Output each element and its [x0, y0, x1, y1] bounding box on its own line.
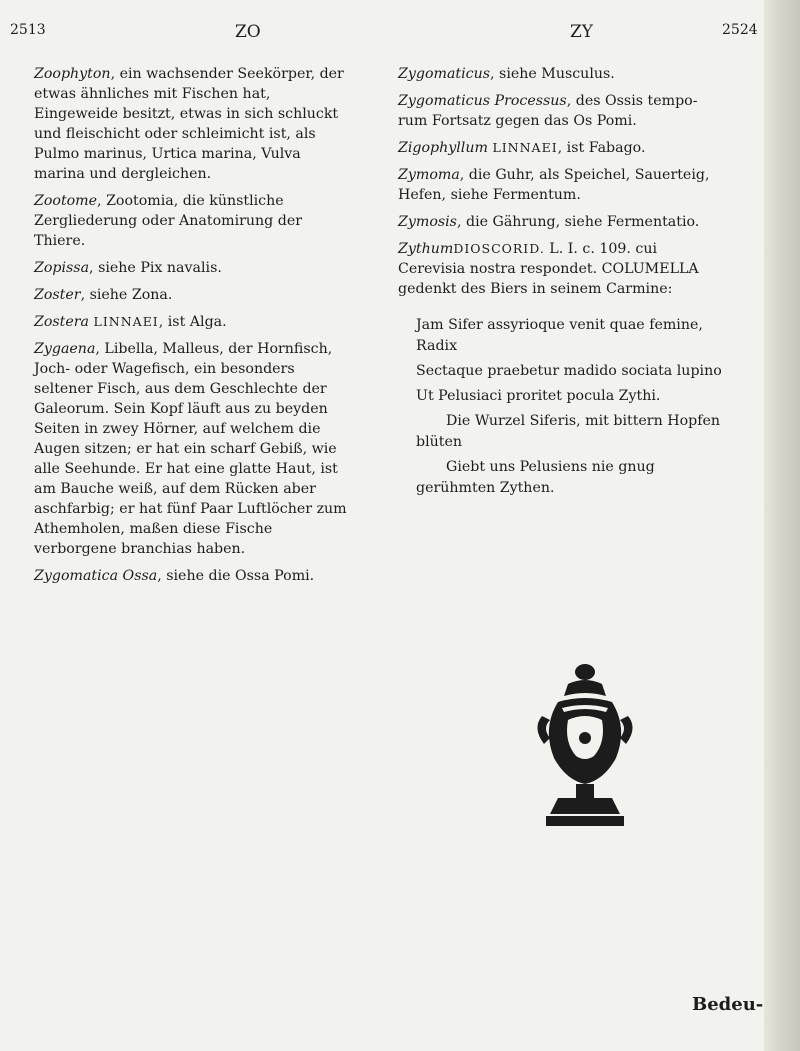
entry — [34, 566, 356, 586]
entry — [398, 212, 728, 232]
entry-text: , Zootomia, die künstliche Zergliederung oder Anatomirung der Thiere. — [34, 193, 303, 249]
entry-author: LINNAEI — [93, 314, 159, 329]
entry-term: Zygomatica Ossa — [34, 568, 158, 584]
verse-line: Jam Sifer assyrioque venit quae femine, Radix — [416, 317, 703, 354]
entry-term: Zygaena — [34, 341, 96, 357]
entry — [398, 91, 728, 131]
entry — [34, 258, 356, 278]
entry-text: , siehe Musculus. — [490, 66, 615, 82]
entry-text: L. I. c. 109. cui Cerevisia nostra respondet. COLUMELLA gedenkt des Biers in seinem Carmine: — [398, 241, 699, 297]
verse-line: Die Wurzel Siferis, mit bittern Hopfen blüten — [416, 413, 721, 450]
page-edge — [764, 0, 800, 1051]
entry-author: LINNAEI — [492, 140, 558, 155]
catchword: Bedeu- — [692, 994, 764, 1015]
entry-term: Zigophyllum — [398, 140, 488, 156]
entry — [34, 285, 356, 305]
entry-text: , die Guhr, als Speichel, Sauerteig, Hefen, siehe Fermentum. — [398, 167, 710, 203]
entry-term: Zopissa — [34, 260, 90, 276]
entry-author: DIOSCORID. — [453, 241, 545, 256]
entry-text: , ist Fabago. — [557, 140, 646, 156]
entry-term: Zythum — [398, 241, 454, 257]
entry-text: , siehe Zona. — [80, 287, 173, 303]
verse-line: Giebt uns Pelusiens nie gnug gerühmten Zythen. — [416, 459, 655, 496]
entry-text: , Libella, Malleus, der Hornfisch, Joch- oder Wagefisch, ein besonders seltener Fisch, aus dem Geschlechte der Galeorum. Sein Kopf läuft aus zu beyden Seiten in zwey Hörner, auf welchem die Augen sitzen; er hat ein scharf Gebiß, wie alle Seehunde. Er hat eine glatte Haut, ist am Bauche weiß, auf dem Rücken aber aschfarbig; er hat fünf Paar Luftlöcher zum Athemholen, maßen diese Fische verborgene branchias haben. — [34, 341, 347, 557]
entry-term: Zygomaticus Processus — [398, 93, 567, 109]
entry-text: , ein wachsender Seekörper, der etwas ähnliches mit Fischen hat, Eingeweide besitzt, etwas in sich schluckt und fleischicht oder schleimicht ist, als Pulmo marinus, Urtica marina, Vulva marina und dergleichen. — [34, 66, 344, 182]
entry — [398, 64, 728, 84]
entry — [34, 312, 356, 332]
entry — [34, 339, 356, 559]
entry — [398, 138, 728, 158]
entry-term: Zymoma — [398, 167, 460, 183]
entry-term: Zymosis — [398, 214, 457, 230]
left-column — [34, 64, 356, 593]
right-column — [398, 64, 728, 503]
entry-term: Zoster — [34, 287, 81, 303]
page-number-left: 2513 — [10, 22, 46, 38]
entry-text: , ist Alga. — [158, 314, 227, 330]
entry-term: Zoophyton — [34, 66, 111, 82]
entry — [34, 64, 356, 184]
entry-text: , siehe die Ossa Pomi. — [157, 568, 315, 584]
running-head-right: ZY — [570, 22, 594, 42]
verse-line: Sectaque praebetur madido sociata lupino — [416, 363, 722, 379]
entry — [398, 239, 728, 299]
entry-term: Zostera — [34, 314, 90, 330]
verse-line: Ut Pelusiaci proritet pocula Zythi. — [416, 388, 661, 404]
entry-term: Zygomaticus — [398, 66, 491, 82]
verse-quote — [416, 315, 728, 499]
entry — [398, 165, 728, 205]
running-head-left: ZO — [235, 22, 261, 42]
urn-ornament-icon — [528, 658, 642, 834]
entry-term: Zootome — [34, 193, 98, 209]
entry — [34, 191, 356, 251]
entry-text: , siehe Pix navalis. — [89, 260, 222, 276]
page-number-right: 2524 — [722, 22, 758, 38]
entry-text: , die Gährung, siehe Fermentatio. — [456, 214, 700, 230]
entry-text: , des Ossis tempo- rum Fortsatz gegen das Os Pomi. — [398, 93, 698, 129]
